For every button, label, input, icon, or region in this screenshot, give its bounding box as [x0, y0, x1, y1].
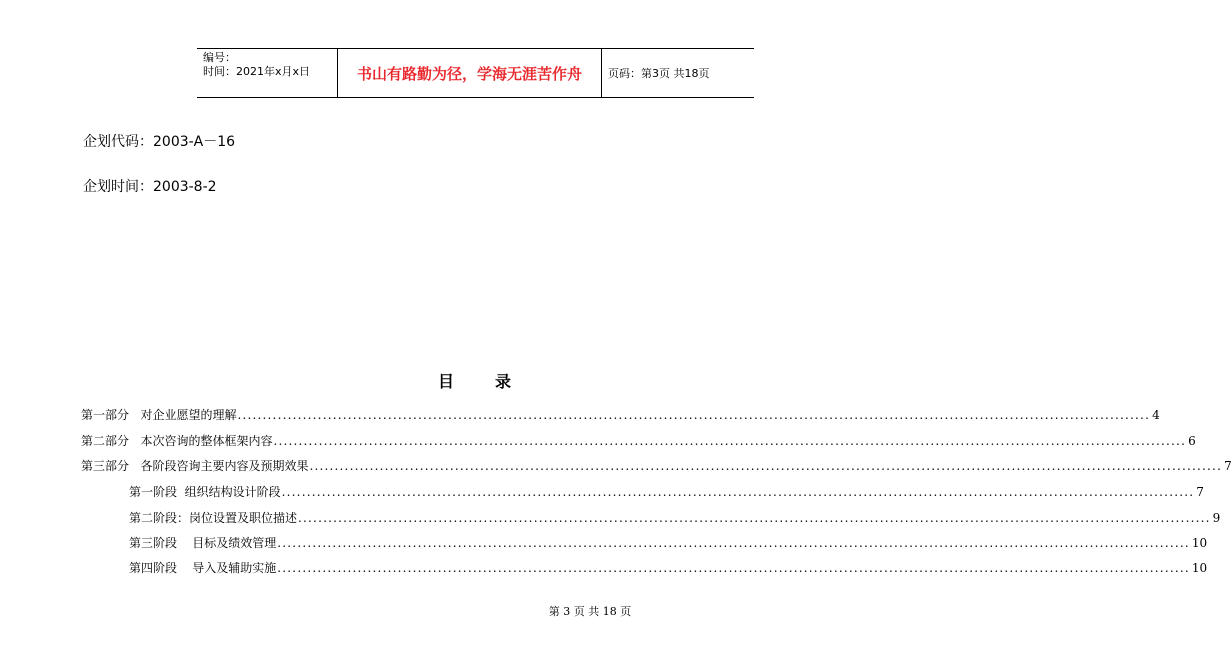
footer-page-number: 第 3 页 共 18 页 — [548, 605, 632, 618]
toc-entry-title: 第三阶段 目标及绩效管理 — [129, 536, 277, 550]
toc-entry-title: 第三部分 各阶段咨询主要内容及预期效果 — [81, 459, 309, 473]
toc-entry-page: 7 — [1196, 485, 1204, 499]
toc-entry[interactable] — [81, 431, 1196, 449]
toc-leader-dots: ...................................................................................................................................................................................... — [273, 434, 1187, 448]
plan-code: 企划代码：2003-A－16 — [83, 134, 236, 150]
toc-leader-dots: ...................................................................................................................................................................................... — [281, 485, 1195, 499]
toc-title-char-1: 目 — [437, 372, 455, 391]
document-date: 时间：2021年x月x日 — [203, 65, 311, 78]
toc-entry-title: 第二阶段：岗位设置及职位描述 — [129, 511, 298, 525]
toc-entry-title: 第一部分 对企业愿望的理解 — [81, 408, 237, 422]
header-motto: 书山有路勤为径，学海无涯苦作舟 — [338, 49, 602, 97]
toc-title — [0, 369, 950, 392]
toc-entry[interactable] — [129, 558, 1208, 576]
document-number-label: 编号： — [203, 51, 236, 64]
header-page-info: 页码：第3页 共18页 — [608, 67, 710, 80]
toc-entry[interactable] — [129, 508, 1221, 526]
toc-entry[interactable] — [81, 405, 1160, 423]
toc-leader-dots: ...................................................................................................................................................................................... — [277, 561, 1190, 575]
toc-entry-page: 10 — [1191, 536, 1208, 550]
page-footer — [0, 603, 950, 619]
toc-leader-dots: ...................................................................................................................................................................................... — [298, 511, 1211, 525]
header-left-cell — [197, 49, 338, 97]
toc-entry-title: 第一阶段 组织结构设计阶段 — [129, 485, 281, 499]
toc-entry[interactable] — [81, 456, 1232, 474]
toc-entry-page: 10 — [1191, 561, 1208, 575]
toc-entry-title: 第二部分 本次咨询的整体框架内容 — [81, 434, 273, 448]
toc-title-char-2: 录 — [495, 372, 513, 391]
toc-entry-page: 7 — [1224, 459, 1232, 473]
toc-entry-page: 6 — [1188, 434, 1196, 448]
toc-entry[interactable] — [129, 533, 1208, 551]
toc-entry[interactable] — [129, 482, 1204, 500]
toc-leader-dots: ...................................................................................................................................................................................... — [277, 536, 1190, 550]
toc-leader-dots: ...................................................................................................................................................................................... — [309, 459, 1223, 473]
page-header — [197, 48, 754, 98]
toc-entry-title: 第四阶段 导入及辅助实施 — [129, 561, 277, 575]
plan-time: 企划时间：2003-8-2 — [83, 179, 217, 195]
toc-entry-page: 4 — [1152, 408, 1160, 422]
toc-entry-page: 9 — [1212, 511, 1221, 525]
toc-leader-dots: ...................................................................................................................................................................................... — [237, 408, 1151, 422]
